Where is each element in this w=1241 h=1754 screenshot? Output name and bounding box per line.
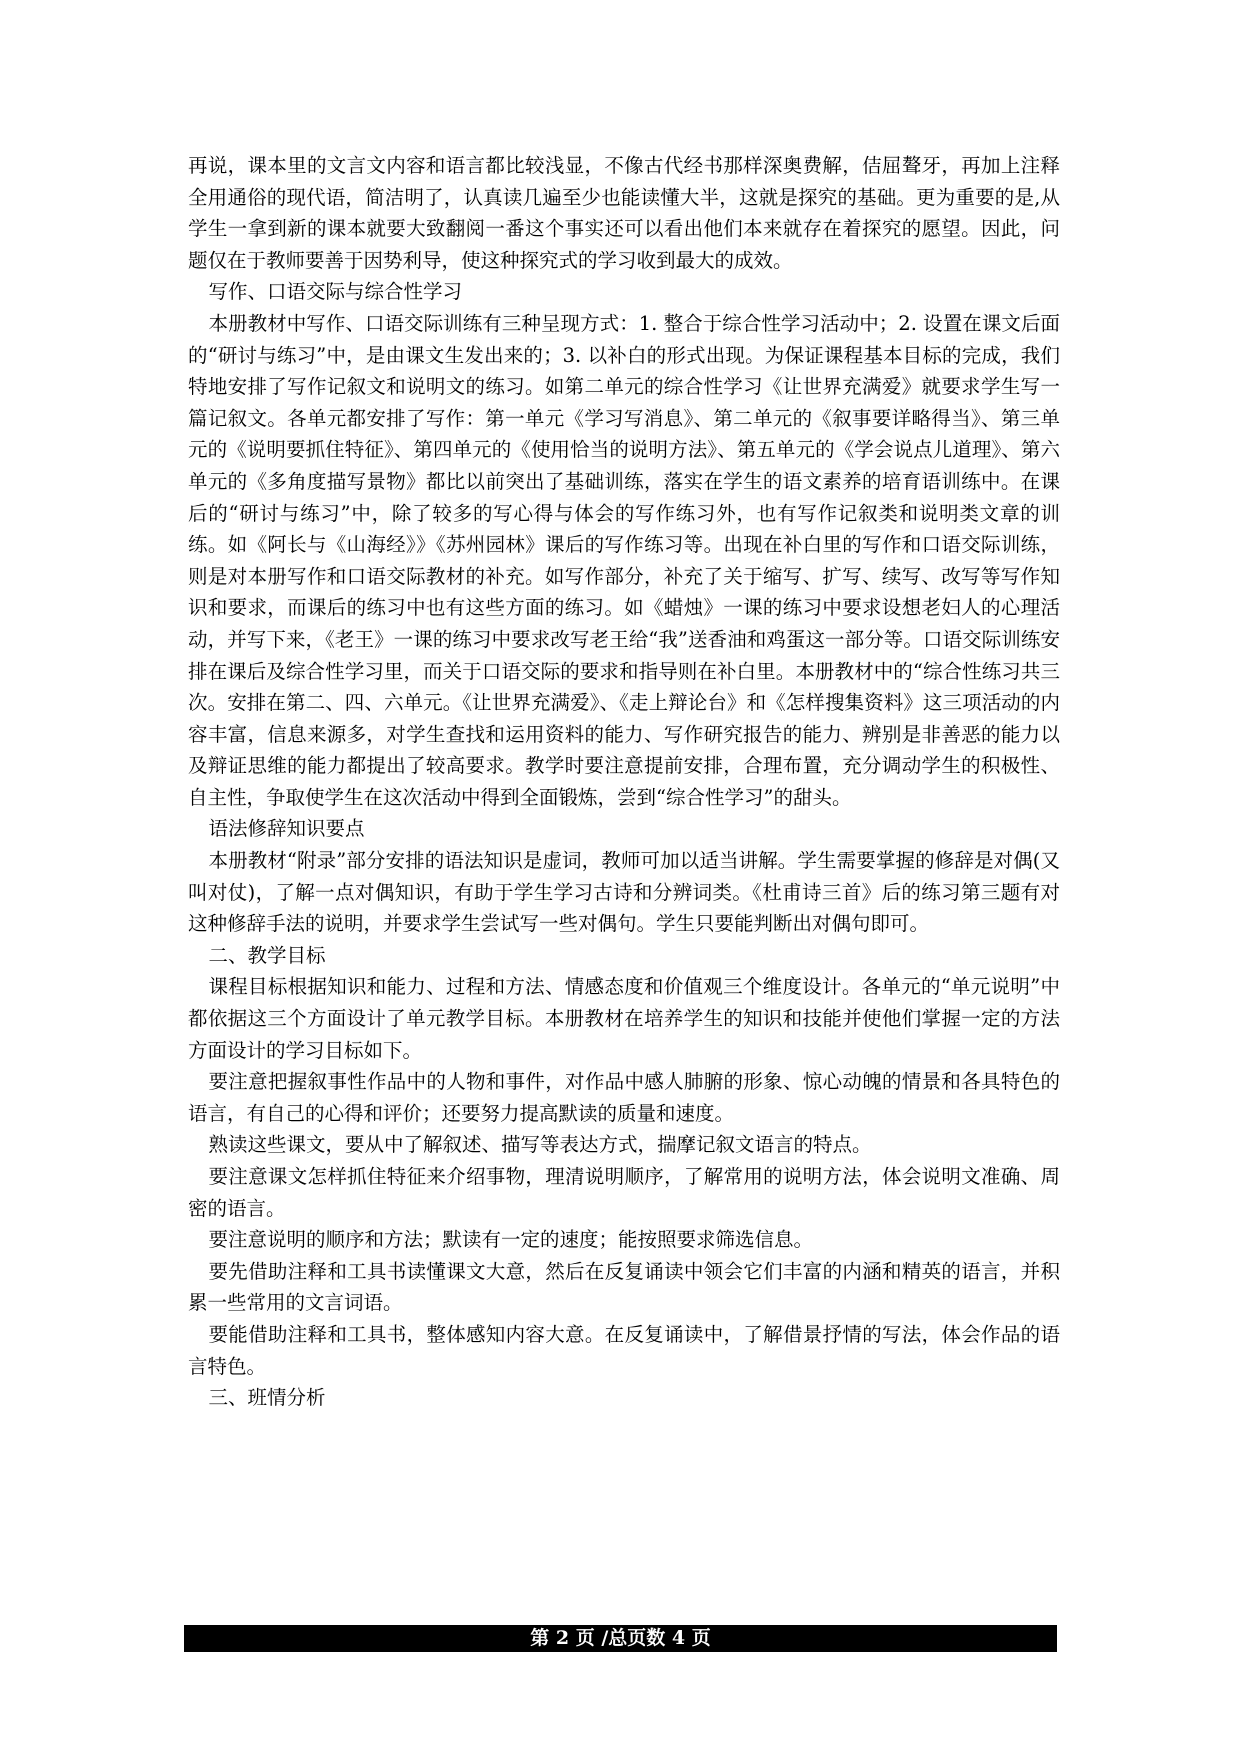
paragraph: 课程目标根据知识和能力、过程和方法、情感态度和价值观三个维度设计。各单元的“单元说明”中都依据这三个方面设计了单元教学目标。本册教材在培养学生的知识和技能并使他们掌握一定的方法方面设计的学习目标如下。 [188,975,1060,1062]
section-heading-class-analysis: 三、班情分析 [208,1386,326,1410]
paragraph: 要注意课文怎样抓住特征来介绍事物，理清说明顺序，了解常用的说明方法，体会说明文准确、周密的语言。 [188,1165,1060,1220]
paragraph: 要注意说明的顺序和方法；默读有一定的速度；能按照要求筛选信息。 [208,1228,813,1252]
paragraph: 再说，课本里的文言文内容和语言都比较浅显，不像古代经书那样深奥费解，佶屈聱牙，再加上注释全用通俗的现代语，简洁明了，认真读几遍至少也能读懂大半，这就是探究的基础。更为重要的是,从学生一拿到新的课本就要大致翻阅一番这个事实还可以看出他们本来就存在着探究的愿望。因此，问题仅在于教师要善于因势利导，使这种探究式的学习收到最大的成效。 [188,154,1060,272]
paragraph: 要先借助注释和工具书读懂课文大意，然后在反复诵读中领会它们丰富的内涵和精英的语言，并积累一些常用的文言词语。 [188,1259,1060,1315]
paragraph: 本册教材“附录”部分安排的语法知识是虚词，教师可加以适当讲解。学生需要掌握的修辞是对偶(又叫对仗)，了解一点对偶知识，有助于学生学习古诗和分辨词类。《杜甫诗三首》后的练习第三题有对这种修辞手法的说明，并要求学生尝试写一些对偶句。学生只要能判断出对偶句即可。 [188,849,1060,936]
section-heading-goals: 二、教学目标 [208,943,326,967]
section-heading-writing: 写作、口语交际与综合性学习 [208,280,462,304]
page-number-label: 第 2 页 /总页数 4 页 [530,1627,711,1649]
section-heading-grammar: 语法修辞知识要点 [208,817,365,841]
paragraph: 熟读这些课文，要从中了解叙述、描写等表达方式，揣摩记叙文语言的特点。 [208,1133,872,1157]
paragraph: 要能借助注释和工具书，整体感知内容大意。在反复诵读中，了解借景抒情的写法，体会作品的语言特色。 [188,1322,1060,1378]
document-body [188,150,1060,1414]
paragraph: 要注意把握叙事性作品中的人物和事件，对作品中感人肺腑的形象、惊心动魄的情景和各具特色的语言，有自己的心得和评价；还要努力提高默读的质量和速度。 [188,1070,1060,1125]
paragraph: 本册教材中写作、口语交际训练有三种呈现方式：1. 整合于综合性学习活动中；2. 设置在课文后面的“研讨与练习”中，是由课文生发出来的；3. 以补白的形式出现。为保证课程基本目标的完成，我们特地安排了写作记叙文和说明文的练习。如第二单元的综合性学习《让世界充满爱》就要求学生写一篇记叙文。各单元都安排了写作：第一单元《学习写消息》、第二单元的《叙事要详略得当》、第三单元的《说明要抓住特征》、第四单元的《使用恰当的说明方法》、第五单元的《学会说点儿道理》、第六单元的《多角度描写景物》都比以前突出了基础训练，落实在学生的语文素养的培育语训练中。在课后的“研讨与练习”中，除了较多的写心得与体会的写作练习外，也有写作记叙类和说明类文章的训练。如《阿长与《山海经》》《苏州园林》课后的写作练习等。出现在补白里的写作和口语交际训练，则是对本册写作和口语交际教材的补充。如写作部分，补充了关于缩写、扩写、续写、改写等写作知识和要求，而课后的练习中也有这些方面的练习。如《蜡烛》一课的练习中要求设想老妇人的心理活动，并写下来，《老王》一课的练习中要求改写老王给“我”送香油和鸡蛋这一部分等。口语交际训练安排在课后及综合性学习里，而关于口语交际的要求和指导则在补白里。本册教材中的“综合性练习共三次。安排在第二、四、六单元。《让世界充满爱》、《走上辩论台》和《怎样搜集资料》这三项活动的内容丰富，信息来源多，对学生查找和运用资料的能力、写作研究报告的能力、辨别是非善恶的能力以及辩证思维的能力都提出了较高要求。教学时要注意提前安排，合理布置，充分调动学生的积极性、自主性，争取使学生在这次活动中得到全面锻炼，尝到“综合性学习”的甜头。 [188,311,1060,809]
page-footer [184,1625,1057,1652]
